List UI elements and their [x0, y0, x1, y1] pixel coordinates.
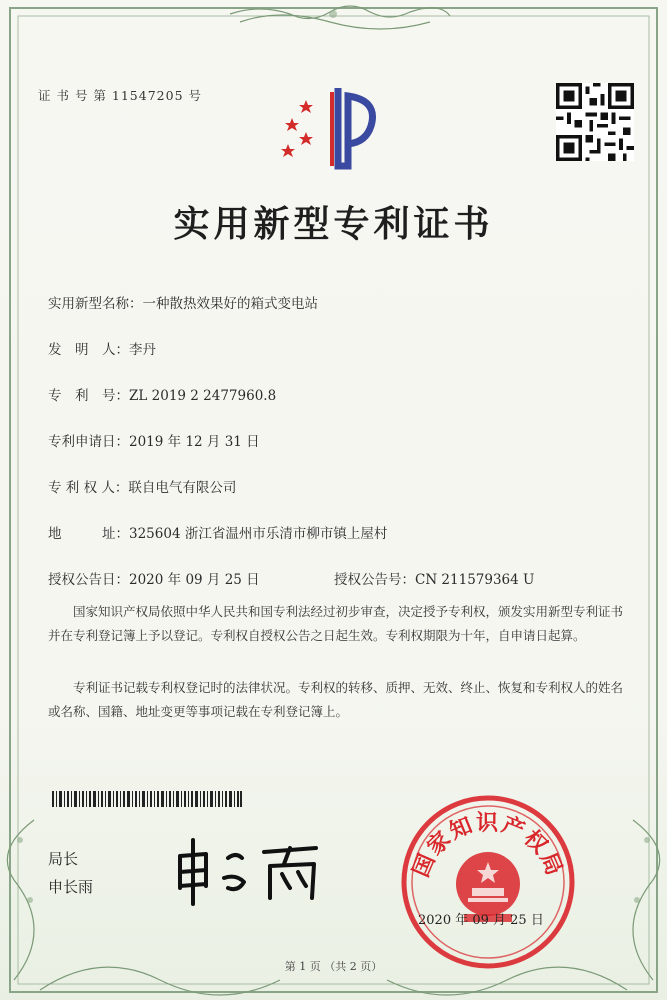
- grant-number-label: 授权公告号：: [334, 572, 415, 588]
- certificate-number: 证 书 号 第 11547205 号: [38, 88, 202, 103]
- patent-holder-value: 联自电气有限公司: [128, 480, 237, 496]
- patent-number-label: 专 利 号：: [48, 388, 129, 404]
- row-utility-model-name: [48, 292, 318, 312]
- seal-date: 2020 年 09 月 25 日: [418, 913, 544, 928]
- director-title: 局长: [48, 850, 79, 868]
- row-address: [48, 522, 387, 542]
- row-grant-date: [48, 568, 260, 588]
- grant-number-value: CN 211579364 U: [415, 572, 535, 588]
- inventor-value: 李丹: [129, 342, 156, 358]
- qr-code: [556, 83, 634, 161]
- row-patent-number: [48, 384, 276, 404]
- utility-model-name-label: 实用新型名称：: [48, 296, 143, 312]
- utility-model-name-value: 一种散热效果好的箱式变电站: [142, 296, 318, 312]
- svg-text:国家知识产权局: 国家知识产权局: [407, 810, 569, 881]
- barcode: [52, 791, 242, 807]
- director-name: 申长雨: [48, 878, 94, 896]
- description-paragraph-1: 国家知识产权局依照中华人民共和国专利法经过初步审查，决定授予专利权，颁发实用新型专利证书并在专利登记簿上予以登记。专利权自授权公告之日起生效。专利权期限为十年，自申请日起算。: [48, 604, 624, 643]
- page-footer: 第 1 页 （共 2 页）: [284, 960, 383, 973]
- address-value: 325604 浙江省温州市乐清市柳市镇上屋村: [129, 526, 388, 542]
- handwritten-signature: [166, 834, 332, 912]
- patent-number-value: ZL 2019 2 2477960.8: [129, 388, 277, 404]
- official-seal: [398, 792, 578, 972]
- patent-holder-label: 专 利 权 人：: [48, 480, 129, 496]
- application-date-value: 2019 年 12 月 31 日: [129, 434, 260, 450]
- grant-date-label: 授权公告日：: [48, 572, 129, 588]
- row-application-date: [48, 430, 260, 450]
- address-label: 地 址：: [48, 526, 129, 542]
- application-date-label: 专利申请日：: [48, 434, 129, 450]
- description-paragraph-2: 专利证书记载专利权登记时的法律状况。专利权的转移、质押、无效、终止、恢复和专利权人的姓名或名称、国籍、地址变更等事项记载在专利登记簿上。: [48, 680, 624, 719]
- inventor-label: 发 明 人：: [48, 342, 129, 358]
- row-grant-number: [334, 568, 534, 588]
- grant-date-value: 2020 年 09 月 25 日: [129, 572, 260, 588]
- row-patent-holder: [48, 476, 236, 496]
- certificate-title: 实用新型专利证书: [173, 203, 494, 245]
- row-inventor: [48, 338, 156, 358]
- patent-office-logo: [276, 82, 394, 172]
